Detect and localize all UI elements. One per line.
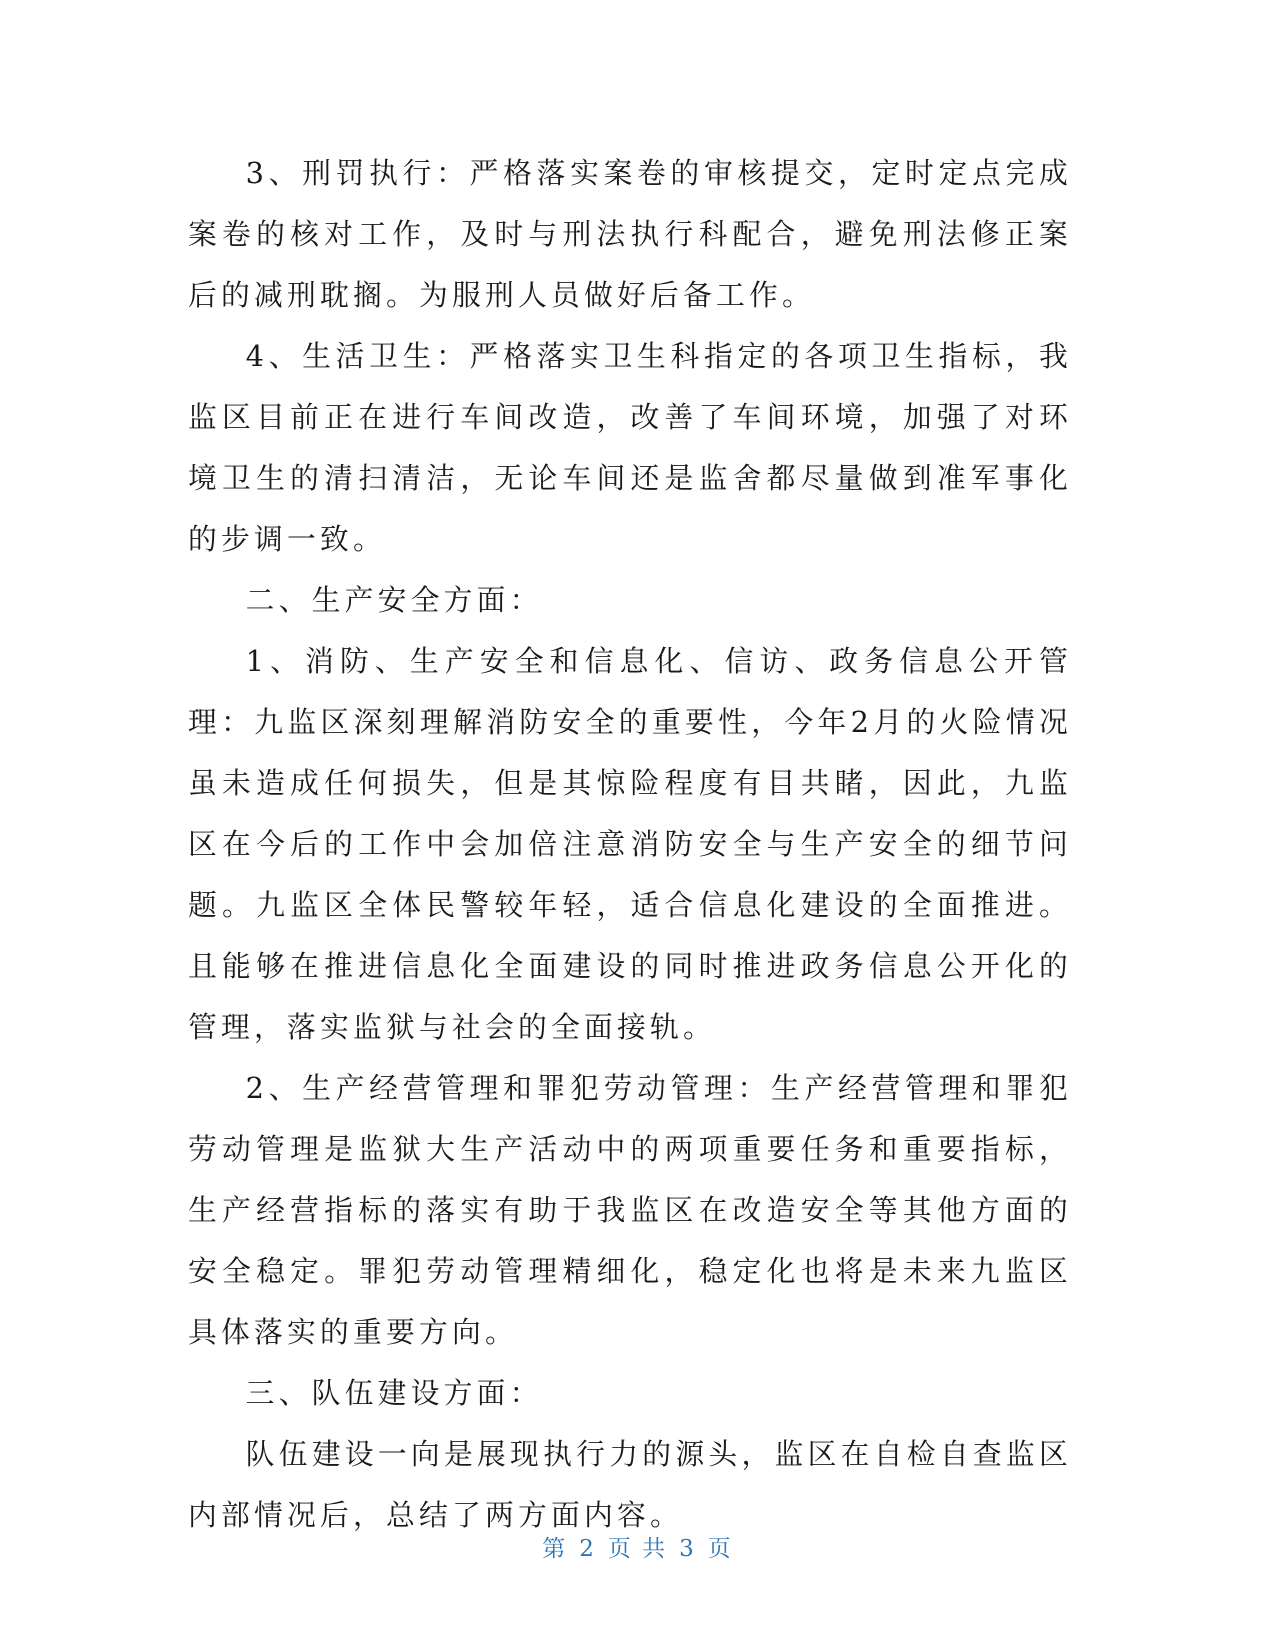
- document-body: [188, 143, 1072, 1546]
- paragraph-hygiene: 4、生活卫生：严格落实卫生科指定的各项卫生指标，我监区目前正在进行车间改造，改善了车间环境，加强了对环境卫生的清扫清洁，无论车间还是监舍都尽量做到准军事化的步调一致。: [188, 339, 1072, 556]
- paragraph-fire-safety: 1、消防、生产安全和信息化、信访、政务信息公开管理：九监区深刻理解消防安全的重要性，今年2月的火险情况虽未造成任何损失，但是其惊险程度有目共睹，因此，九监区在今后的工作中会加倍注意消防安全与生产安全的细节问题。九监区全体民警较年轻，适合信息化建设的全面推进。且能够在推进信息化全面建设的同时推进政务信息公开化的管理，落实监狱与社会的全面接轨。: [188, 644, 1072, 1044]
- footer-prefix: 第: [542, 1536, 568, 1562]
- section-heading-production-safety: 二、生产安全方面：: [245, 583, 543, 617]
- page-footer: [0, 1530, 1275, 1563]
- footer-middle: 页 共: [607, 1536, 668, 1562]
- footer-total-pages: 3: [679, 1536, 696, 1562]
- footer-page-number: 2: [579, 1536, 596, 1562]
- paragraph-team-building: 队伍建设一向是展现执行力的源头，监区在自检自查监区内部情况后，总结了两方面内容。: [188, 1437, 1072, 1532]
- footer-suffix: 页: [707, 1536, 733, 1562]
- section-heading-team-building: 三、队伍建设方面：: [245, 1376, 543, 1410]
- paragraph-production-management: 2、生产经营管理和罪犯劳动管理：生产经营管理和罪犯劳动管理是监狱大生产活动中的两项重要任务和重要指标，生产经营指标的落实有助于我监区在改造安全等其他方面的安全稳定。罪犯劳动管理精细化，稳定化也将是未来九监区具体落实的重要方向。: [188, 1071, 1072, 1349]
- paragraph-penalty-execution: 3、刑罚执行：严格落实案卷的审核提交，定时定点完成案卷的核对工作，及时与刑法执行科配合，避免刑法修正案后的减刑耽搁。为服刑人员做好后备工作。: [188, 156, 1072, 312]
